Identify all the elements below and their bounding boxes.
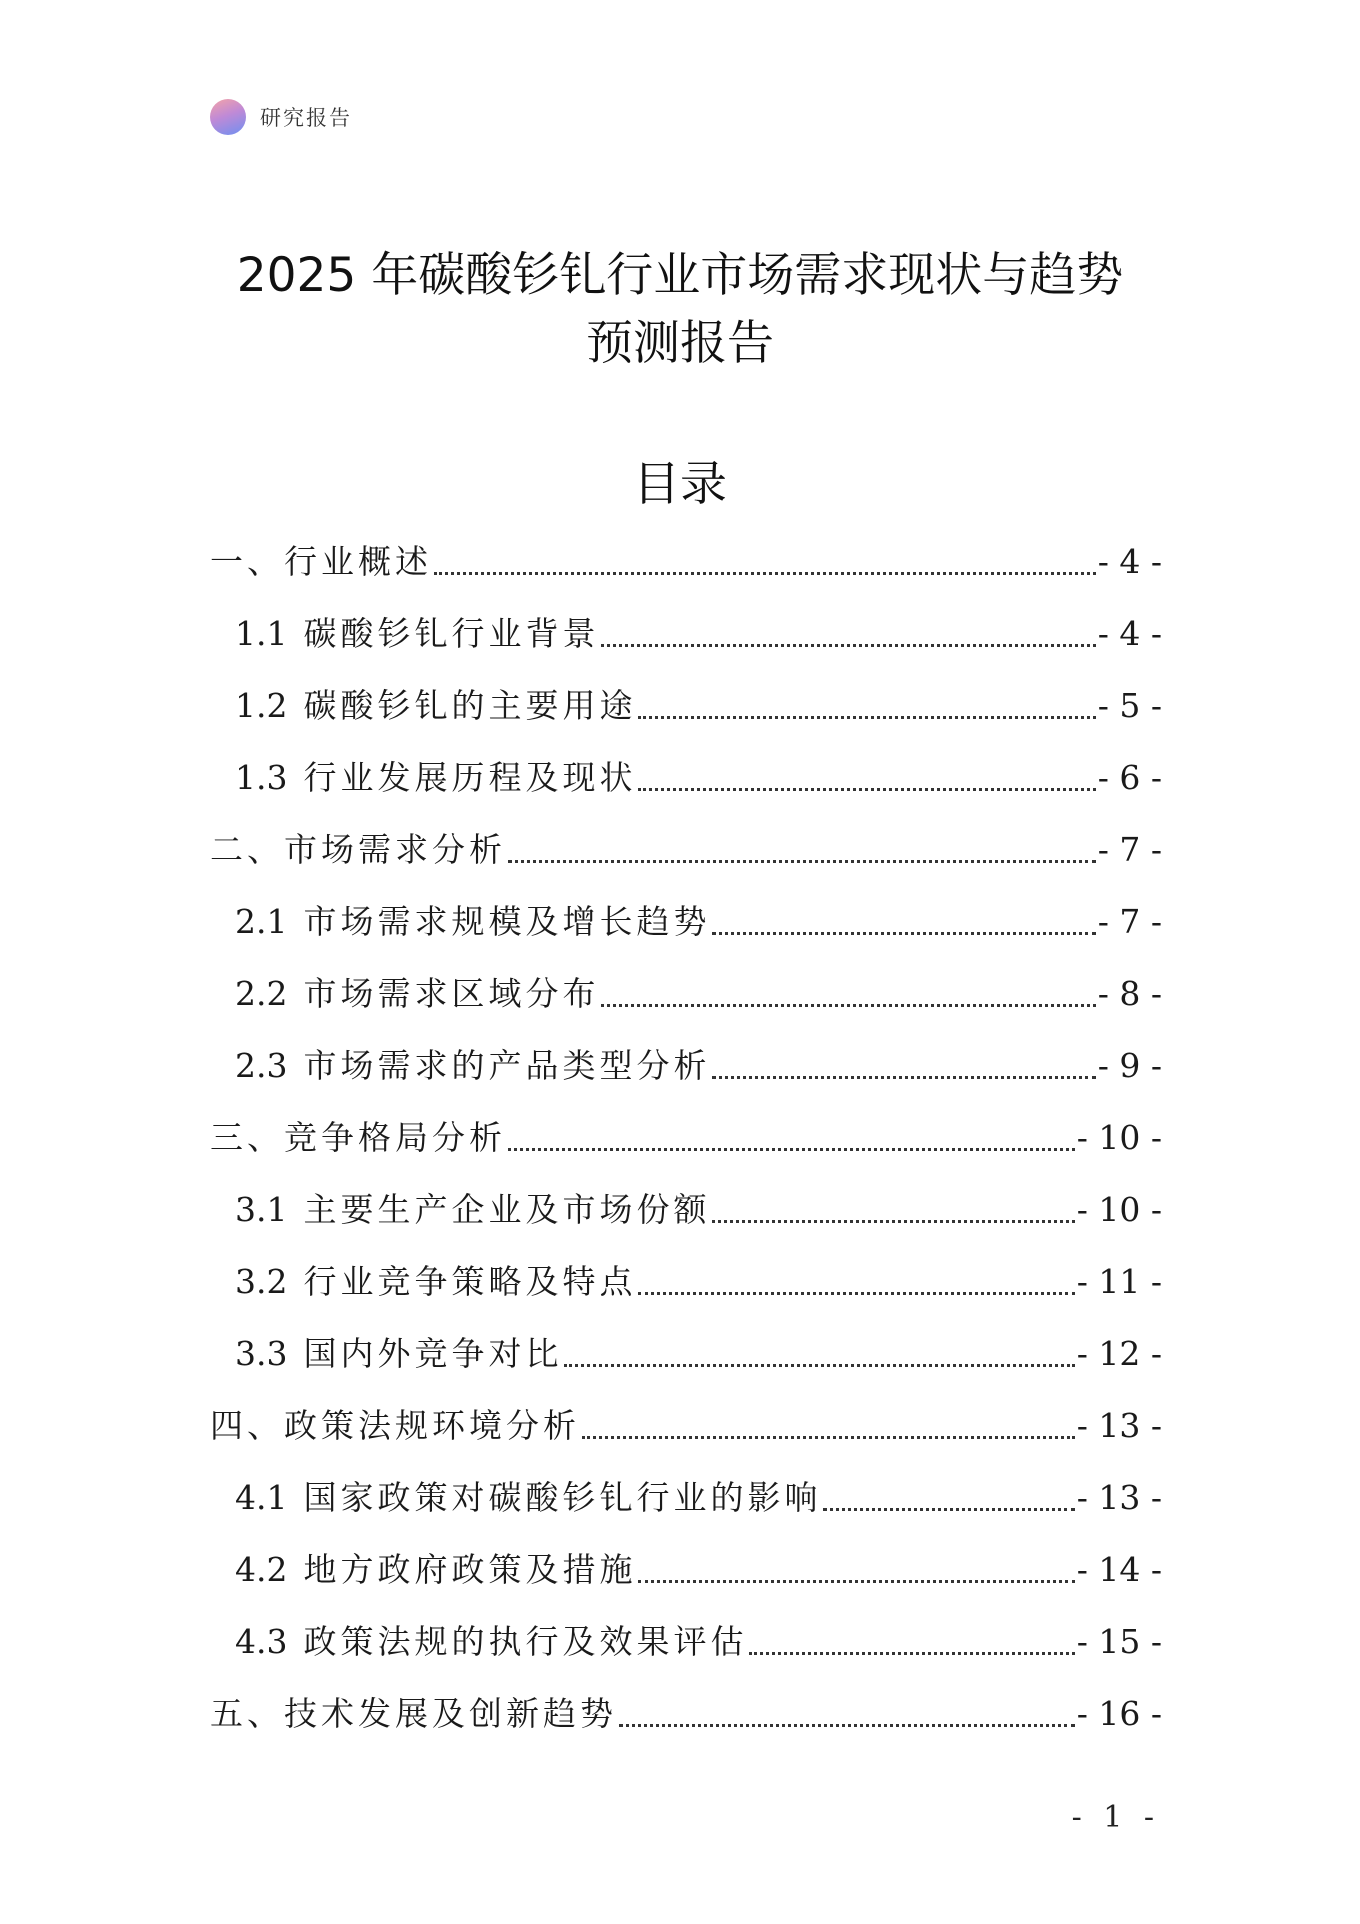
toc-dot-leader <box>564 1364 1074 1367</box>
toc-entry[interactable] <box>210 1168 1162 1240</box>
toc-entry[interactable] <box>210 1240 1162 1312</box>
toc-entry[interactable] <box>210 1024 1162 1096</box>
toc-entry-page: - 12 - <box>1076 1334 1162 1373</box>
toc-entry-label <box>235 1620 747 1664</box>
toc-heading: 目录 <box>633 457 727 512</box>
toc-dot-leader <box>749 1652 1074 1655</box>
toc-entry-page: - 11 - <box>1076 1262 1162 1301</box>
toc-dot-leader <box>638 1292 1074 1295</box>
toc-entry-number: 1.3 <box>235 758 288 797</box>
toc-entry-label <box>235 1188 710 1232</box>
toc-entry-page: - 4 - <box>1097 614 1162 653</box>
report-header <box>210 97 352 137</box>
toc-entry[interactable] <box>210 1672 1162 1744</box>
toc-entry-text: 市场需求区域分布 <box>303 974 600 1013</box>
toc-entry-number: 3.3 <box>235 1334 288 1373</box>
toc-entry-label <box>210 1116 506 1160</box>
toc-entry-page: - 13 - <box>1076 1406 1162 1445</box>
toc-entry-page: - 7 - <box>1097 830 1162 869</box>
toc-entry-page: - 15 - <box>1076 1622 1162 1661</box>
toc-entry[interactable] <box>210 1312 1162 1384</box>
toc-dot-leader <box>712 1076 1095 1079</box>
toc-entry-label <box>235 972 599 1016</box>
toc-entry-number: 1.1 <box>235 614 288 653</box>
toc-entry[interactable] <box>210 664 1162 736</box>
toc-dot-leader <box>823 1508 1074 1511</box>
toc-entry-text: 市场需求规模及增长趋势 <box>303 902 711 941</box>
toc-entry-text: 行业竞争策略及特点 <box>303 1262 637 1301</box>
toc-entry-page: - 10 - <box>1076 1118 1162 1157</box>
toc-dot-leader <box>638 1580 1074 1583</box>
toc-entry-number: 4.3 <box>235 1622 288 1661</box>
toc-entry-page: - 16 - <box>1076 1694 1162 1733</box>
toc-entry-page: - 10 - <box>1076 1190 1162 1229</box>
title-line-1: 2025 年碳酸钐钆行业市场需求现状与趋势 <box>236 248 1124 303</box>
toc-entry-text: 三、竞争格局分析 <box>210 1118 506 1157</box>
toc-dot-leader <box>582 1436 1075 1439</box>
toc-entry-number: 2.2 <box>235 974 288 1013</box>
toc-entry-text: 政策法规的执行及效果评估 <box>303 1622 748 1661</box>
toc-entry-page: - 6 - <box>1097 758 1162 797</box>
toc-entry-page: - 4 - <box>1097 542 1162 581</box>
toc-entry[interactable] <box>210 520 1162 592</box>
toc-entry-number: 2.3 <box>235 1046 288 1085</box>
toc-dot-leader <box>508 860 1096 863</box>
toc-entry-text: 一、行业概述 <box>210 542 432 581</box>
toc-entry-number: 4.2 <box>235 1550 288 1589</box>
toc-entry-label <box>235 612 599 656</box>
toc-dot-leader <box>619 1724 1075 1727</box>
toc-dot-leader <box>712 932 1095 935</box>
toc-dot-leader <box>712 1220 1074 1223</box>
toc-entry-page: - 5 - <box>1097 686 1162 725</box>
toc-entry-number: 2.1 <box>235 902 288 941</box>
document-title <box>180 242 1180 378</box>
toc-entry[interactable] <box>210 1528 1162 1600</box>
toc-entry-page: - 9 - <box>1097 1046 1162 1085</box>
toc-entry-text: 二、市场需求分析 <box>210 830 506 869</box>
toc-entry-text: 市场需求的产品类型分析 <box>303 1046 711 1085</box>
toc-entry-text: 碳酸钐钆的主要用途 <box>303 686 637 725</box>
logo-circle-icon <box>210 99 246 135</box>
toc-entry-label <box>210 1404 580 1448</box>
toc-entry[interactable] <box>210 1096 1162 1168</box>
toc-entry-label <box>210 828 506 872</box>
toc-entry-label <box>235 1044 710 1088</box>
toc-dot-leader <box>508 1148 1075 1151</box>
toc-dot-leader <box>638 788 1095 791</box>
toc-entry-page: - 14 - <box>1076 1550 1162 1589</box>
toc-entry[interactable] <box>210 736 1162 808</box>
toc-entry-label <box>235 1548 636 1592</box>
toc-entry-page: - 8 - <box>1097 974 1162 1013</box>
toc-entry[interactable] <box>210 952 1162 1024</box>
toc-entry-text: 国内外竞争对比 <box>303 1334 563 1373</box>
toc-entry-number: 3.2 <box>235 1262 288 1301</box>
header-label: 研究报告 <box>260 106 352 130</box>
toc-entry[interactable] <box>210 1384 1162 1456</box>
toc-entry-label <box>235 1476 821 1520</box>
toc-entry-text: 行业发展历程及现状 <box>303 758 637 797</box>
toc-entry-label <box>210 1692 617 1736</box>
toc-entry-label <box>235 900 710 944</box>
toc-entry-number: 4.1 <box>235 1478 288 1517</box>
table-of-contents <box>210 520 1162 1744</box>
toc-entry-text: 主要生产企业及市场份额 <box>303 1190 711 1229</box>
toc-entry-label <box>210 540 432 584</box>
toc-entry-label <box>235 684 636 728</box>
toc-dot-leader <box>638 716 1095 719</box>
toc-entry-text: 国家政策对碳酸钐钆行业的影响 <box>303 1478 822 1517</box>
toc-entry-text: 地方政府政策及措施 <box>303 1550 637 1589</box>
page-number: - 1 - <box>1071 1800 1160 1835</box>
toc-entry[interactable] <box>210 880 1162 952</box>
toc-entry-number: 1.2 <box>235 686 288 725</box>
toc-entry-page: - 7 - <box>1097 902 1162 941</box>
toc-entry[interactable] <box>210 1456 1162 1528</box>
toc-entry-text: 四、政策法规环境分析 <box>210 1406 580 1445</box>
toc-dot-leader <box>601 644 1095 647</box>
toc-entry[interactable] <box>210 1600 1162 1672</box>
toc-entry-label <box>235 756 636 800</box>
toc-dot-leader <box>601 1004 1095 1007</box>
toc-dot-leader <box>434 572 1096 575</box>
toc-entry-label <box>235 1332 562 1376</box>
toc-entry-text: 碳酸钐钆行业背景 <box>303 614 600 653</box>
title-line-2: 预测报告 <box>586 316 774 371</box>
toc-entry-number: 3.1 <box>235 1190 288 1229</box>
toc-entry-text: 五、技术发展及创新趋势 <box>210 1694 617 1733</box>
toc-entry[interactable] <box>210 592 1162 664</box>
toc-entry-page: - 13 - <box>1076 1478 1162 1517</box>
toc-entry-label <box>235 1260 636 1304</box>
toc-entry[interactable] <box>210 808 1162 880</box>
